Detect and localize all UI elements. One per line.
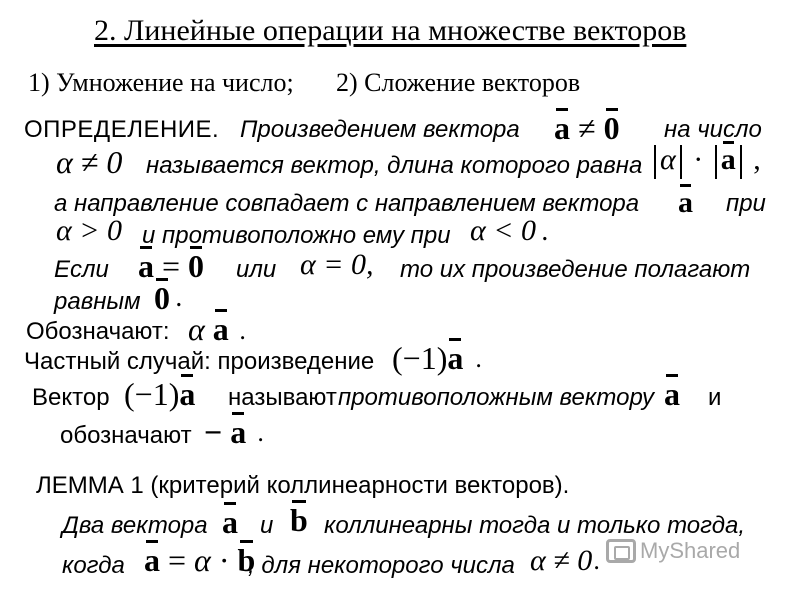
definition-line5-text2: или: [236, 256, 277, 283]
notation-math: α a: [188, 311, 229, 347]
page-title: 2. Линейные операции на множестве векторов: [94, 14, 687, 47]
vector-line2-tail: .: [258, 418, 265, 447]
definition-line3-math: [678, 188, 693, 218]
definition-heading: ОПРЕДЕЛЕНИЕ.: [24, 116, 220, 143]
lemma-line1-math2: b: [290, 502, 308, 538]
zero-vector: 0: [603, 110, 620, 146]
lemma-line1-text3: коллинеарны тогда и только тогда,: [324, 512, 745, 539]
lemma-line1-text1: Два вектора: [62, 512, 208, 539]
myshared-logo-icon: [606, 539, 636, 563]
definition-line6-math: 0: [154, 280, 170, 316]
definition-line5-text1: Если: [54, 256, 109, 283]
vector-math2: a: [664, 376, 680, 412]
subtitle-multiplication: 1) Умножение на число;: [28, 68, 294, 97]
definition-line4-math2: α < 0: [470, 214, 536, 247]
definition-line3-tail: при: [726, 190, 766, 217]
subtitle-addition: 2) Сложение векторов: [336, 68, 581, 97]
vector-line2-text: обозначают: [60, 422, 192, 449]
watermark: [606, 538, 740, 564]
vector-text: называют: [228, 384, 337, 411]
definition-line1-text: Произведением вектора: [240, 116, 520, 143]
vector-tail: и: [708, 384, 722, 411]
vector-line2-math: − a: [204, 414, 247, 450]
special-case-math: (−1)a: [392, 340, 464, 376]
neq-symbol: ≠: [578, 110, 604, 146]
lemma-line2-text2: , для некоторого числа: [248, 552, 515, 579]
definition-line2-formula: α · a ,: [650, 145, 761, 179]
definition-line4-math: α > 0: [56, 214, 122, 247]
definition-line5-math1: a = 0: [138, 248, 205, 284]
lemma-line1-text2: и: [260, 512, 274, 539]
lemma-heading: ЛЕММА 1 (критерий коллинеарности векторов).: [36, 472, 570, 499]
lemma-line2-math2: α ≠ 0: [530, 544, 593, 577]
definition-line2-text: называется вектор, длина которого равна: [146, 152, 643, 179]
definition-line4-tail: .: [542, 216, 549, 247]
definition-line1-tail: на число: [664, 116, 762, 143]
definition-line6-tail: .: [176, 282, 183, 313]
definition-line5-text3: то их произведение полагают: [400, 256, 751, 283]
watermark-text: MyShared: [640, 538, 741, 563]
notation-label: Обозначают:: [26, 318, 170, 345]
special-case-label: Частный случай: произведение: [24, 348, 375, 375]
definition-line6-text: равным: [54, 288, 141, 315]
vector-a: a: [678, 186, 693, 219]
vector-math: (−1)a: [124, 376, 196, 412]
definition-line4-text: и противоположно ему при: [142, 222, 451, 249]
definition-line5-math2: α = 0,: [300, 248, 374, 281]
notation-tail: .: [240, 316, 247, 345]
lemma-line2-tail: .: [594, 546, 601, 575]
special-case-tail: .: [476, 344, 483, 373]
definition-line1-math: [554, 112, 620, 144]
lemma-line1-math1: a: [222, 504, 238, 540]
vector-italic: противоположным вектору: [338, 384, 655, 411]
vector-label: Вектор: [32, 384, 110, 411]
definition-line2-math: α ≠ 0: [56, 144, 123, 180]
lemma-line2-text1: когда: [62, 552, 125, 579]
definition-line3-text: а направление совпадает с направлением вектора: [54, 190, 640, 217]
lemma-line2-math1: a = α · b: [144, 542, 256, 578]
vector-a: a: [554, 110, 570, 146]
